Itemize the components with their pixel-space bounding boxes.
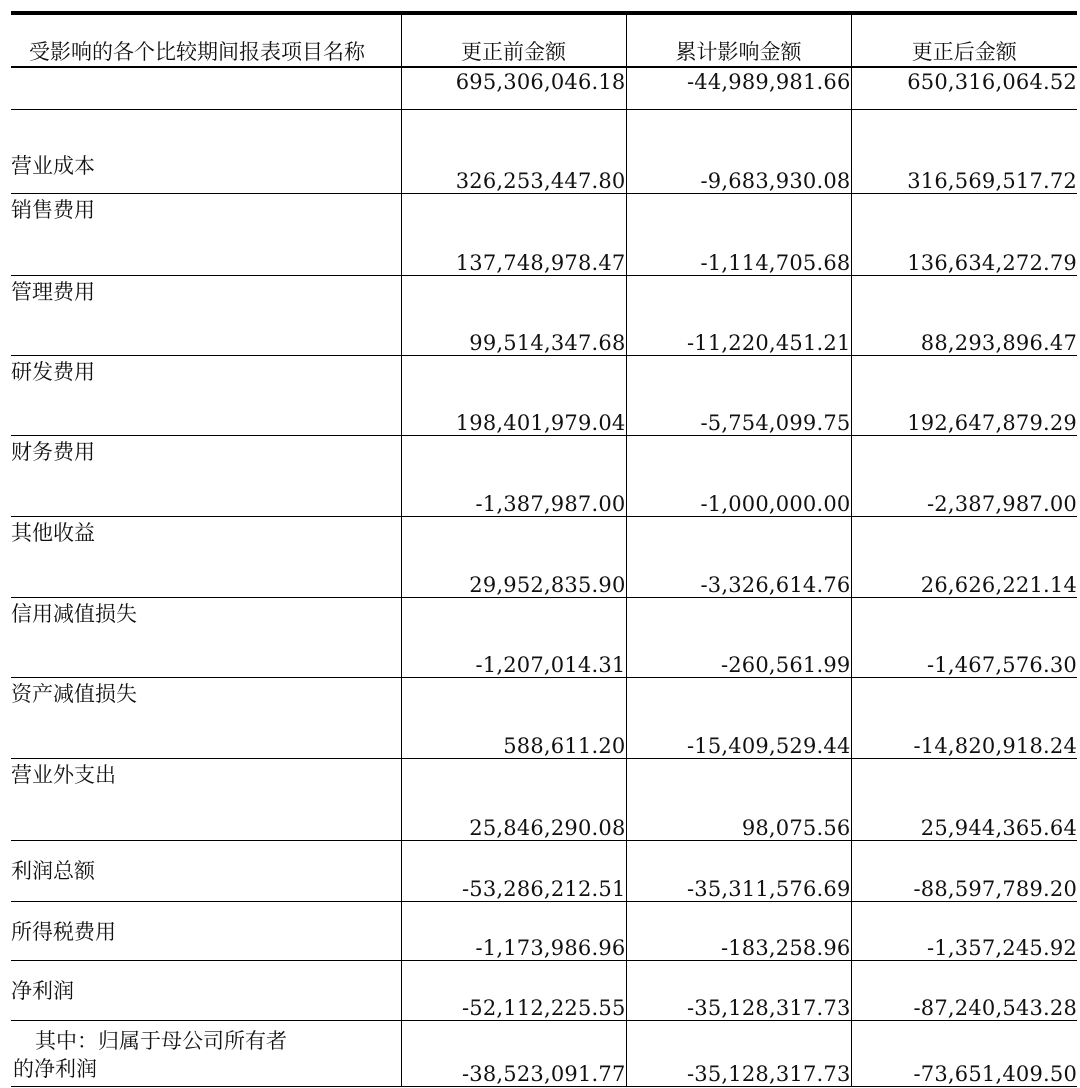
before-amount: 25,846,290.08 bbox=[401, 758, 626, 840]
row-label: 其他收益 bbox=[11, 520, 95, 545]
row-label-line2: 的净利润 bbox=[13, 1056, 97, 1081]
table-row bbox=[11, 840, 1077, 901]
cumulative-impact: -5,754,099.75 bbox=[626, 355, 851, 435]
cumulative-impact: -9,683,930.08 bbox=[626, 109, 851, 193]
cumulative-impact: -183,258.96 bbox=[626, 901, 851, 960]
cumulative-impact: -15,409,529.44 bbox=[626, 677, 851, 758]
cumulative-impact: -44,989,981.66 bbox=[626, 67, 851, 109]
row-label bbox=[11, 1020, 401, 1086]
after-amount: 192,647,879.29 bbox=[851, 355, 1077, 435]
header-item-name: 受影响的各个比较期间报表项目名称 bbox=[11, 13, 401, 67]
cumulative-impact: -35,311,576.69 bbox=[626, 840, 851, 901]
after-amount: 88,293,896.47 bbox=[851, 275, 1077, 355]
before-amount: -52,112,225.55 bbox=[401, 960, 626, 1020]
after-amount: -87,240,543.28 bbox=[851, 960, 1077, 1020]
row-label bbox=[11, 67, 401, 109]
table-row bbox=[11, 1020, 1077, 1086]
row-label: 资产减值损失 bbox=[11, 681, 137, 706]
after-amount: 25,944,365.64 bbox=[851, 758, 1077, 840]
row-label: 管理费用 bbox=[11, 279, 95, 304]
table-row bbox=[11, 109, 1077, 193]
table-row bbox=[11, 901, 1077, 960]
row-label: 所得税费用 bbox=[11, 919, 116, 944]
row-label: 营业外支出 bbox=[11, 762, 116, 787]
cumulative-impact: -1,114,705.68 bbox=[626, 193, 851, 275]
table-row bbox=[11, 960, 1077, 1020]
before-amount: -1,173,986.96 bbox=[401, 901, 626, 960]
row-label: 净利润 bbox=[11, 978, 74, 1003]
table-row bbox=[11, 275, 1077, 355]
table-row bbox=[11, 516, 1077, 597]
before-amount: 29,952,835.90 bbox=[401, 516, 626, 597]
before-amount: 137,748,978.47 bbox=[401, 193, 626, 275]
row-label: 营业成本 bbox=[11, 153, 95, 178]
row-label: 信用减值损失 bbox=[11, 601, 137, 626]
before-amount: -38,523,091.77 bbox=[401, 1020, 626, 1086]
before-amount: 99,514,347.68 bbox=[401, 275, 626, 355]
before-amount: -1,207,014.31 bbox=[401, 597, 626, 677]
after-amount: 26,626,221.14 bbox=[851, 516, 1077, 597]
row-label: 研发费用 bbox=[11, 359, 95, 384]
before-amount: 588,611.20 bbox=[401, 677, 626, 758]
header-before-amount: 更正前金额 bbox=[401, 13, 626, 67]
table-row bbox=[11, 758, 1077, 840]
before-amount: 198,401,979.04 bbox=[401, 355, 626, 435]
restatement-table bbox=[11, 11, 1077, 1087]
before-amount: 326,253,447.80 bbox=[401, 109, 626, 193]
after-amount: -2,387,987.00 bbox=[851, 435, 1077, 516]
after-amount: -1,467,576.30 bbox=[851, 597, 1077, 677]
after-amount: 650,316,064.52 bbox=[851, 67, 1077, 109]
after-amount: 136,634,272.79 bbox=[851, 193, 1077, 275]
row-label: 销售费用 bbox=[11, 197, 95, 222]
table-row bbox=[11, 193, 1077, 275]
cumulative-impact: 98,075.56 bbox=[626, 758, 851, 840]
before-amount: -53,286,212.51 bbox=[401, 840, 626, 901]
row-label: 利润总额 bbox=[11, 858, 95, 883]
cumulative-impact: -35,128,317.73 bbox=[626, 1020, 851, 1086]
table-row bbox=[11, 435, 1077, 516]
header-cumulative-impact: 累计影响金额 bbox=[626, 13, 851, 67]
header-after-amount: 更正后金额 bbox=[851, 13, 1077, 67]
after-amount: -88,597,789.20 bbox=[851, 840, 1077, 901]
before-amount: 695,306,046.18 bbox=[401, 67, 626, 109]
row-label: 财务费用 bbox=[11, 439, 95, 464]
after-amount: -73,651,409.50 bbox=[851, 1020, 1077, 1086]
after-amount: 316,569,517.72 bbox=[851, 109, 1077, 193]
before-amount: -1,387,987.00 bbox=[401, 435, 626, 516]
table-row bbox=[11, 355, 1077, 435]
cumulative-impact: -260,561.99 bbox=[626, 597, 851, 677]
cumulative-impact: -35,128,317.73 bbox=[626, 960, 851, 1020]
table-row bbox=[11, 677, 1077, 758]
row-label-line1: 其中：归属于母公司所有者 bbox=[35, 1028, 287, 1053]
after-amount: -14,820,918.24 bbox=[851, 677, 1077, 758]
table-row bbox=[11, 67, 1077, 109]
after-amount: -1,357,245.92 bbox=[851, 901, 1077, 960]
cumulative-impact: -1,000,000.00 bbox=[626, 435, 851, 516]
table-row bbox=[11, 597, 1077, 677]
header-row bbox=[11, 13, 1077, 67]
cumulative-impact: -3,326,614.76 bbox=[626, 516, 851, 597]
cumulative-impact: -11,220,451.21 bbox=[626, 275, 851, 355]
